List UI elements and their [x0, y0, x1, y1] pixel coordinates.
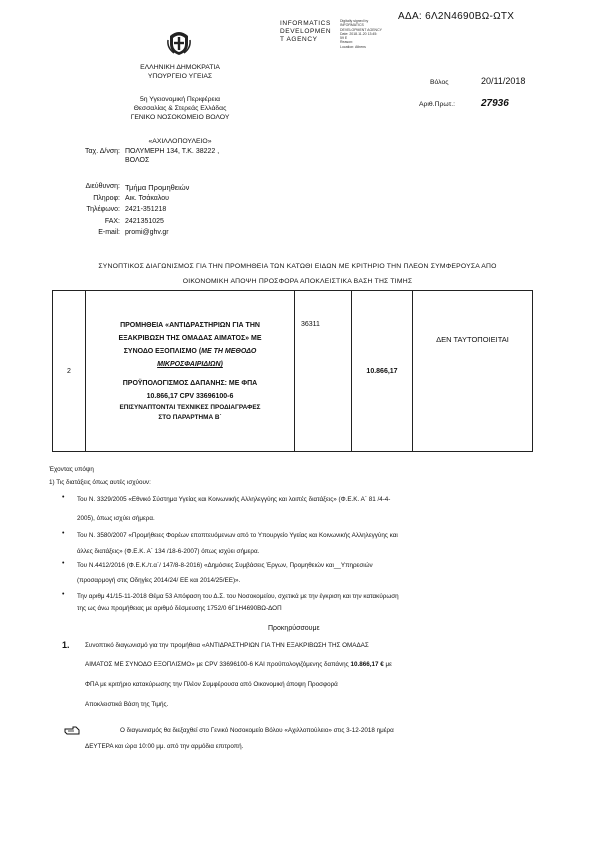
bullet-icon: •	[62, 494, 65, 501]
law-1-cont: 2005), όπως ισχύει σήμερα.	[77, 515, 155, 522]
fax-value: 2421351025	[125, 218, 164, 225]
decision-cont: της ως άνω προμήθειας με αριθμό δέσμευσης 1752/0 6Γ1Η4690ΒΩ-ΔΟΠ	[77, 605, 282, 612]
phone-value: 2421-351218	[125, 206, 167, 213]
header-line: Θεσσαλίας & Στερεάς Ελλάδας	[133, 105, 227, 112]
law-3: Του Ν.4412/2016 (Φ.Ε.Κ./τ.α΄/ 147/8-8-2016) «Δημόσιες Συμβάσεις Έργων, Προμηθειών και__Υπηρεσιών	[77, 562, 373, 569]
desc-italic: ΜΙΚΡΟΣΦΑΙΡΙΔΙΩΝ)	[157, 361, 223, 368]
ada-code: ΑΔΑ: 6Λ2Ν4690ΒΩ-ΩΤΧ	[398, 11, 515, 22]
department-value: Τμήμα Προμηθειών	[125, 183, 190, 192]
stamp-line: T AGENCY	[280, 36, 318, 43]
item-table	[52, 290, 533, 452]
pointing-hand-icon	[64, 726, 80, 736]
sig-detail: Date: 2018.11.20 13:45:	[340, 31, 378, 36]
annex-line: ΣΤΟ ΠΑΡΑΡΤΗΜΑ Β΄	[158, 414, 222, 421]
item-description	[86, 291, 295, 452]
tender-line-1: Συνοπτικό διαγωνισμό για την προμήθεια «ΑΝΤΙΔΡΑΣΤΗΡΙΩΝ ΓΙΑ ΤΗΝ ΕΞΑΚΡΙΒΩΣΗ ΤΗΣ ΟΜΑΔΑΣ	[85, 642, 369, 649]
law-3-cont: (προσαρμογή στις Οδηγίες 2014/24/ ΕΕ και 2014/25/ΕΕ)».	[77, 577, 241, 584]
stamp-line: INFORMATICS	[280, 20, 331, 27]
specs-line: ΕΠΙΣΥΝΑΠΤΟΝΤΑΙ ΤΕΧΝΙΚΕΣ ΠΡΟΔΙΑΓΡΑΦΕΣ	[119, 404, 261, 411]
sig-detail: 59 E	[340, 36, 348, 41]
tender-schedule: Ο διαγωνισμός θα διεξαχθεί στο Γενικό Νοσοκομείο Βόλου «Αχιλλοπούλειο» στις 3-12-2018 ημέρα	[120, 727, 394, 734]
city-value: ΒΟΛΟΣ	[125, 157, 150, 164]
hospital-alias: «ΑΧΙΛΛΟΠΟΥΛΕΙΟ»	[148, 138, 212, 145]
desc-italic: ΜΕ ΤΗ ΜΕΘΟΔΟ	[201, 348, 257, 355]
cpv-line: 10.866,17 CPV 33696100-6	[146, 393, 234, 400]
date: 20/11/2018	[481, 76, 526, 86]
phone-label: Τηλέφωνο:	[86, 206, 120, 213]
desc-line	[90, 345, 290, 358]
document-title: ΣΥΝΟΠΤΙΚΟΣ ΔΙΑΓΩΝΙΣΜΟΣ ΓΙΑ ΤΗΝ ΠΡΟΜΗΘΕΙΑ ΤΩΝ ΚΑΤΩΘΙ ΕΙΔΩΝ ΜΕ ΚΡΙΤΗΡΙΟ ΤΗΝ ΠΛΕΟΝ ΣΥΜΦΕΡΟΥΣΑ ΑΠΟ	[98, 263, 497, 270]
greek-emblem-icon	[166, 30, 192, 56]
item-number: 2	[53, 291, 86, 452]
budget-line: ΠΡΟΫΠΟΛΟΓΙΣΜΟΣ ΔΑΠΑΝΗΣ: ΜΕ ΦΠΑ	[122, 380, 258, 387]
hospital-name: ΓΕΝΙΚΟ ΝΟΣΟΚΟΜΕΙΟ ΒΟΛΟΥ	[130, 114, 230, 121]
sig-detail: Location: Athens	[340, 44, 366, 49]
desc-line: ΠΡΟΜΗΘΕΙΑ «ΑΝΤΙΔΡΑΣΤΗΡΙΩΝ ΓΙΑ ΤΗΝ	[120, 322, 260, 329]
email-label: E-mail:	[98, 229, 120, 236]
law-2: Του Ν. 3580/2007 «Προμήθειες Φορέων εποπτευόμενων από το Υπουργείο Υγείας και Κοινωνικής Αλληλεγγύης και	[77, 532, 398, 539]
signature-details	[340, 19, 382, 49]
desc-text: ΣΥΝΟΔΟ ΕΞΟΠΛΙΣΜΟ (	[123, 348, 202, 355]
decision: Την αριθμ 41/15-11-2018 Θέμα 53 Απόφαση του Δ.Σ. του Νοσοκομείου, σχετικά με την έγκριση και την κατακύρωση	[77, 593, 399, 600]
header-line: ΥΠΟΥΡΓΕΙΟ ΥΓΕΙΑΣ	[147, 73, 213, 80]
tender-text: ΑΙΜΑΤΟΣ ΜΕ ΣΥΝΟΔΟ ΕΞΟΠΛΙΣΜΟ» με CPV 33696100-6 ΚΑΙ προϋπολογιζόμενης δαπάνης	[85, 661, 351, 668]
tender-text: με	[383, 661, 392, 668]
stamp-line: DEVELOPMEN	[280, 28, 332, 35]
provisions-heading: 1) Τις διατάξεις όπως αυτές ισχύουν:	[49, 479, 151, 486]
paragraph-number: 1.	[62, 640, 70, 650]
info-value: Αικ. Τσάκαλου	[125, 195, 169, 202]
tender-schedule-cont: ΔΕΥΤΕΡΑ και ώρα 10:00 μμ. από την αρμόδια επιτροπή.	[85, 743, 244, 750]
bullet-icon: •	[62, 560, 65, 567]
item-note: ΔΕΝ ΤΑΥΤΟΠΟΙΕΙΤΑΙ	[413, 291, 533, 452]
tender-amount: 10.866,17 €	[350, 661, 384, 668]
bullet-icon: •	[62, 530, 65, 537]
fax-label: FAX:	[104, 218, 120, 225]
header-line: 5η Υγειονομική Περιφέρεια	[139, 96, 220, 103]
tender-line-4: Αποκλειστικά Βάση της Τιμής.	[85, 701, 169, 708]
tender-line-2	[85, 656, 392, 673]
protocol-label: Αριθ.Πρωτ.:	[419, 101, 456, 108]
item-amount: 10.866,17	[352, 291, 413, 452]
sig-detail: DEVELOPMENT AGENCY	[340, 27, 382, 32]
address-label: Ταχ. Δ/νση:	[84, 148, 120, 155]
law-2-cont: άλλες διατάξεις» (Φ.Ε.Κ. Α΄ 134 /18-6-2007) όπως ισχύει σήμερα.	[77, 548, 260, 555]
law-1: Του Ν. 3329/2005 «Εθνικό Σύστημα Υγείας και Κοινωνικής Αλληλεγγύης και λοιπές διατάξεις» (Φ.Ε.Κ. Α΄ 81 /4-4-	[77, 496, 391, 503]
signature-stamp	[280, 20, 331, 44]
info-label: Πληροφ:	[93, 195, 120, 202]
header-line: ΕΛΛΗΝΙΚΗ ΔΗΜΟΚΡΑΤΙΑ	[140, 64, 220, 71]
sig-detail: Digitally signed by	[340, 19, 369, 23]
city-label: Βόλος	[430, 79, 449, 86]
tender-line-3: ΦΠΑ με κριτήριο κατακύρωσης την Πλέον Συμφέρουσα από Οικονομική άποψη Προσφορά	[85, 681, 338, 688]
sig-detail: Reason:	[340, 40, 354, 45]
desc-line: ΕΞΑΚΡΙΒΩΣΗ ΤΗΣ ΟΜΑΔΑΣ ΑΙΜΑΤΟΣ» ΜΕ	[118, 335, 262, 342]
sig-detail: INFORMATICS	[340, 23, 364, 28]
address-value: ΠΟΛΥΜΕΡΗ 134, Τ.Κ. 38222 ,	[125, 148, 220, 155]
protocol-number: 27936	[481, 98, 509, 109]
announce-heading: Προκηρύσσουμε	[268, 625, 320, 632]
email-value: promi@ghv.gr	[125, 229, 169, 236]
desc-line	[90, 358, 290, 371]
document-title-cont: ΟΙΚΟΝΟΜΙΚΗ ΑΠΟΨΗ ΠΡΟΣΦΟΡΑ ΑΠΟΚΛΕΙΣΤΙΚΑ ΒΑΣΗ ΤΗΣ ΤΙΜΗΣ	[182, 278, 413, 285]
item-code: 36311	[295, 291, 352, 452]
table-row	[53, 291, 533, 452]
department-label: Διεύθυνση:	[85, 183, 120, 190]
bullet-icon: •	[62, 591, 65, 598]
having-heading: Έχοντας υπόψη	[49, 466, 94, 473]
